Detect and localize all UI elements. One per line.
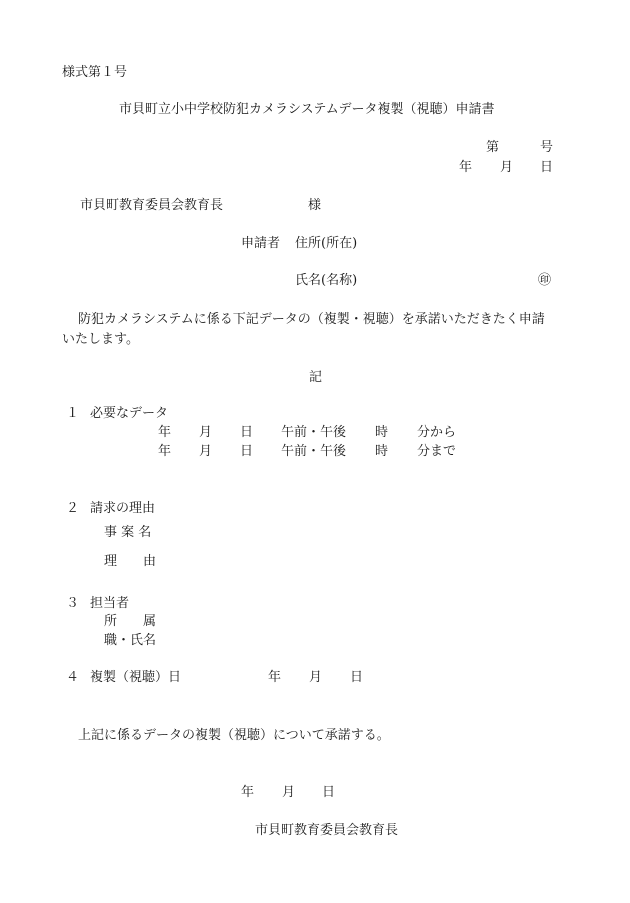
s1-row2-ampm: 午前・午後 xyxy=(281,444,347,459)
header-go: 号 xyxy=(540,140,554,155)
section1-title: 必要なデータ xyxy=(90,406,169,421)
section1-number: １ xyxy=(66,406,80,421)
section3-affiliation-label: 所 属 xyxy=(104,614,157,629)
addressee-honorific: 様 xyxy=(308,198,322,213)
s1-row2-minute-until: 分まで xyxy=(417,444,457,459)
s1-row1-minute-from: 分から xyxy=(417,425,457,440)
seal-mark: ㊞ xyxy=(538,273,552,288)
approval-date-day: 日 xyxy=(322,785,336,800)
applicant-name-label: 氏名(名称) xyxy=(295,273,358,288)
s1-row2-month: 月 xyxy=(199,444,213,459)
approval-date-month: 月 xyxy=(282,785,296,800)
header-date-year: 年 xyxy=(459,160,473,175)
section2-title: 請求の理由 xyxy=(90,501,156,516)
s1-row2-year: 年 xyxy=(158,444,172,459)
section3-number: ３ xyxy=(66,596,80,611)
form-title: 市貝町立小中学校防犯カメラシステムデータ複製（視聴）申請書 xyxy=(119,102,495,117)
s1-row2-hour: 時 xyxy=(375,444,389,459)
approval-date-year: 年 xyxy=(241,785,255,800)
ki-heading: 記 xyxy=(309,370,323,385)
s1-row1-day: 日 xyxy=(240,425,254,440)
applicant-address-label: 住所(所在) xyxy=(295,236,358,251)
s1-row1-year: 年 xyxy=(158,425,172,440)
section4-title: 複製（視聴）日 xyxy=(90,670,182,685)
header-dai: 第 xyxy=(486,140,500,155)
header-date-month: 月 xyxy=(500,160,514,175)
s1-row1-ampm: 午前・午後 xyxy=(281,425,347,440)
addressee-name: 市貝町教育委員会教育長 xyxy=(80,198,224,213)
body-text-line2: いたします。 xyxy=(62,332,139,347)
section3-title: 担当者 xyxy=(90,596,130,611)
s1-row1-hour: 時 xyxy=(375,425,389,440)
section2-number: ２ xyxy=(66,501,80,516)
section4-number: ４ xyxy=(66,670,80,685)
section4-year: 年 xyxy=(268,670,282,685)
s1-row1-month: 月 xyxy=(199,425,213,440)
section4-month: 月 xyxy=(309,670,323,685)
section2-case-name-label: 事 案 名 xyxy=(104,525,152,540)
section4-day: 日 xyxy=(350,670,364,685)
section3-position-name-label: 職・氏名 xyxy=(104,633,157,648)
form-number: 様式第１号 xyxy=(62,65,128,80)
approval-text: 上記に係るデータの複製（視聴）について承諾する。 xyxy=(78,728,390,743)
body-text-line1: 防犯カメラシステムに係る下記データの（複製・視聴）を承諾いただきたく申請 xyxy=(78,312,545,327)
s1-row2-day: 日 xyxy=(240,444,254,459)
approver-name: 市貝町教育委員会教育長 xyxy=(255,823,399,838)
section2-reason-label: 理 由 xyxy=(104,554,157,569)
header-date-day: 日 xyxy=(540,160,554,175)
applicant-label: 申請者 xyxy=(241,236,281,251)
